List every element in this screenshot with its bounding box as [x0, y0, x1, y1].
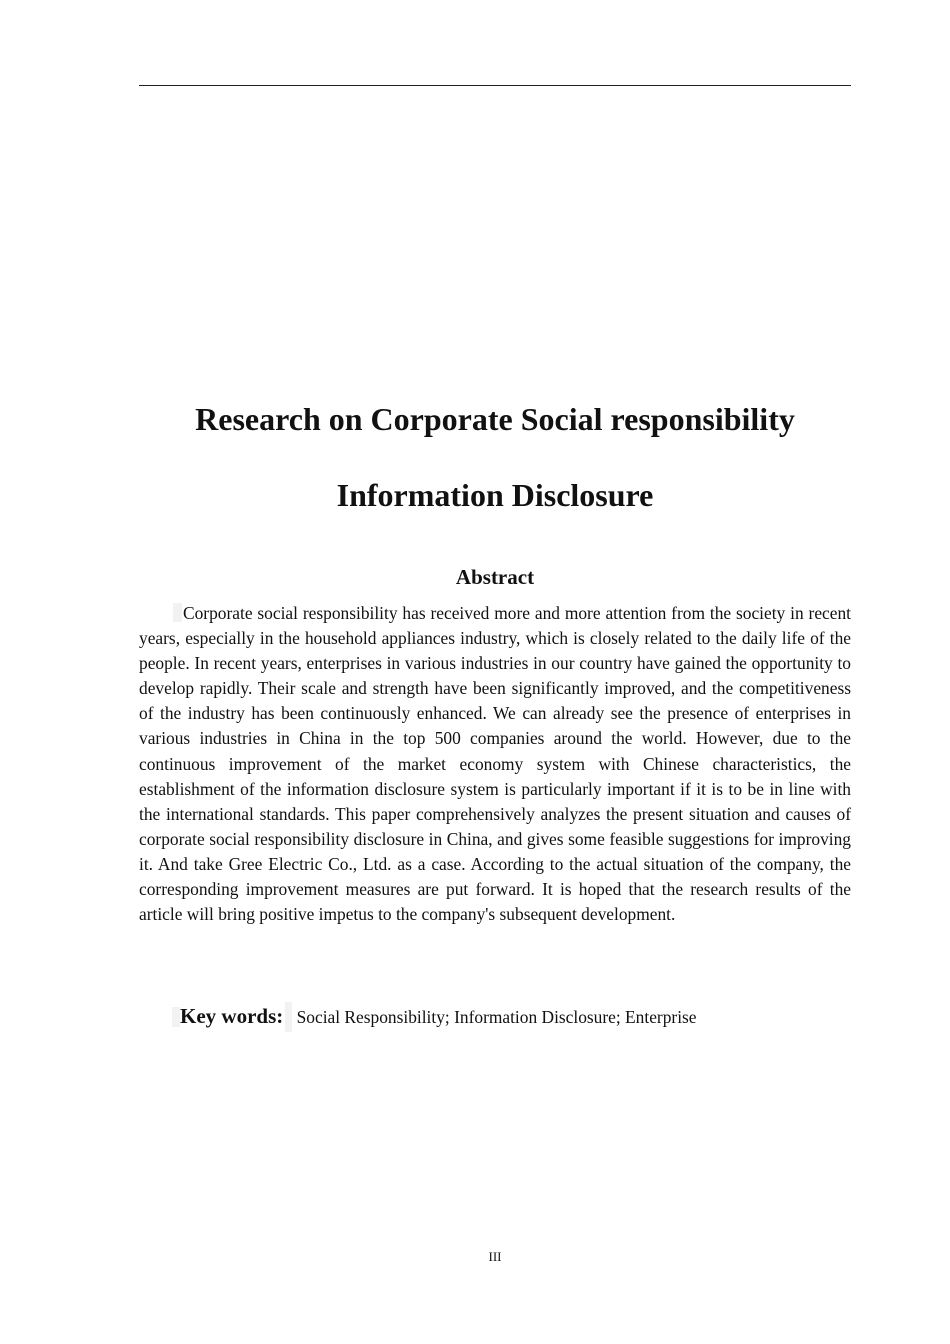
keywords-label: Key words:	[180, 1004, 284, 1028]
header-rule	[139, 85, 851, 86]
abstract-paragraph	[139, 601, 851, 927]
title-line-2: Information Disclosure	[336, 477, 654, 513]
keywords-marker	[172, 1007, 180, 1027]
paragraph-marker	[173, 603, 182, 622]
keywords-separator-marker	[285, 1002, 292, 1032]
title-line-1: Research on Corporate Social responsibility	[195, 401, 795, 437]
keywords-text: Social Responsibility; Information Disclosure; Enterprise	[296, 1007, 697, 1027]
page-number: III	[488, 1249, 502, 1264]
abstract-heading: Abstract	[455, 565, 535, 589]
keywords-line	[172, 997, 852, 1036]
abstract-text: Corporate social responsibility has received more and more attention from the society in recent years, especially in the household appliances industry, which is closely related to the daily life of the people. In recent years, enterprises in various industries in our country have gained the opportunity to develop rapidly. Their scale and strength have been significantly improved, and the competitiveness of the industry has been continuously enhanced. We can already see the presence of enterprises in various industries in China in the top 500 companies around the world. However, due to the continuous improvement of the market economy system with Chinese characteristics, the establishment of the information disclosure system is particularly important if it is to be in line with the international standards. This paper comprehensively analyzes the present situation and causes of corporate social responsibility disclosure in China, and gives some feasible suggestions for improving it. And take Gree Electric Co., Ltd. as a case. According to the actual situation of the company, the corresponding improvement measures are put forward. It is hoped that the research results of the article will bring positive impetus to the company's subsequent development.	[139, 603, 851, 925]
